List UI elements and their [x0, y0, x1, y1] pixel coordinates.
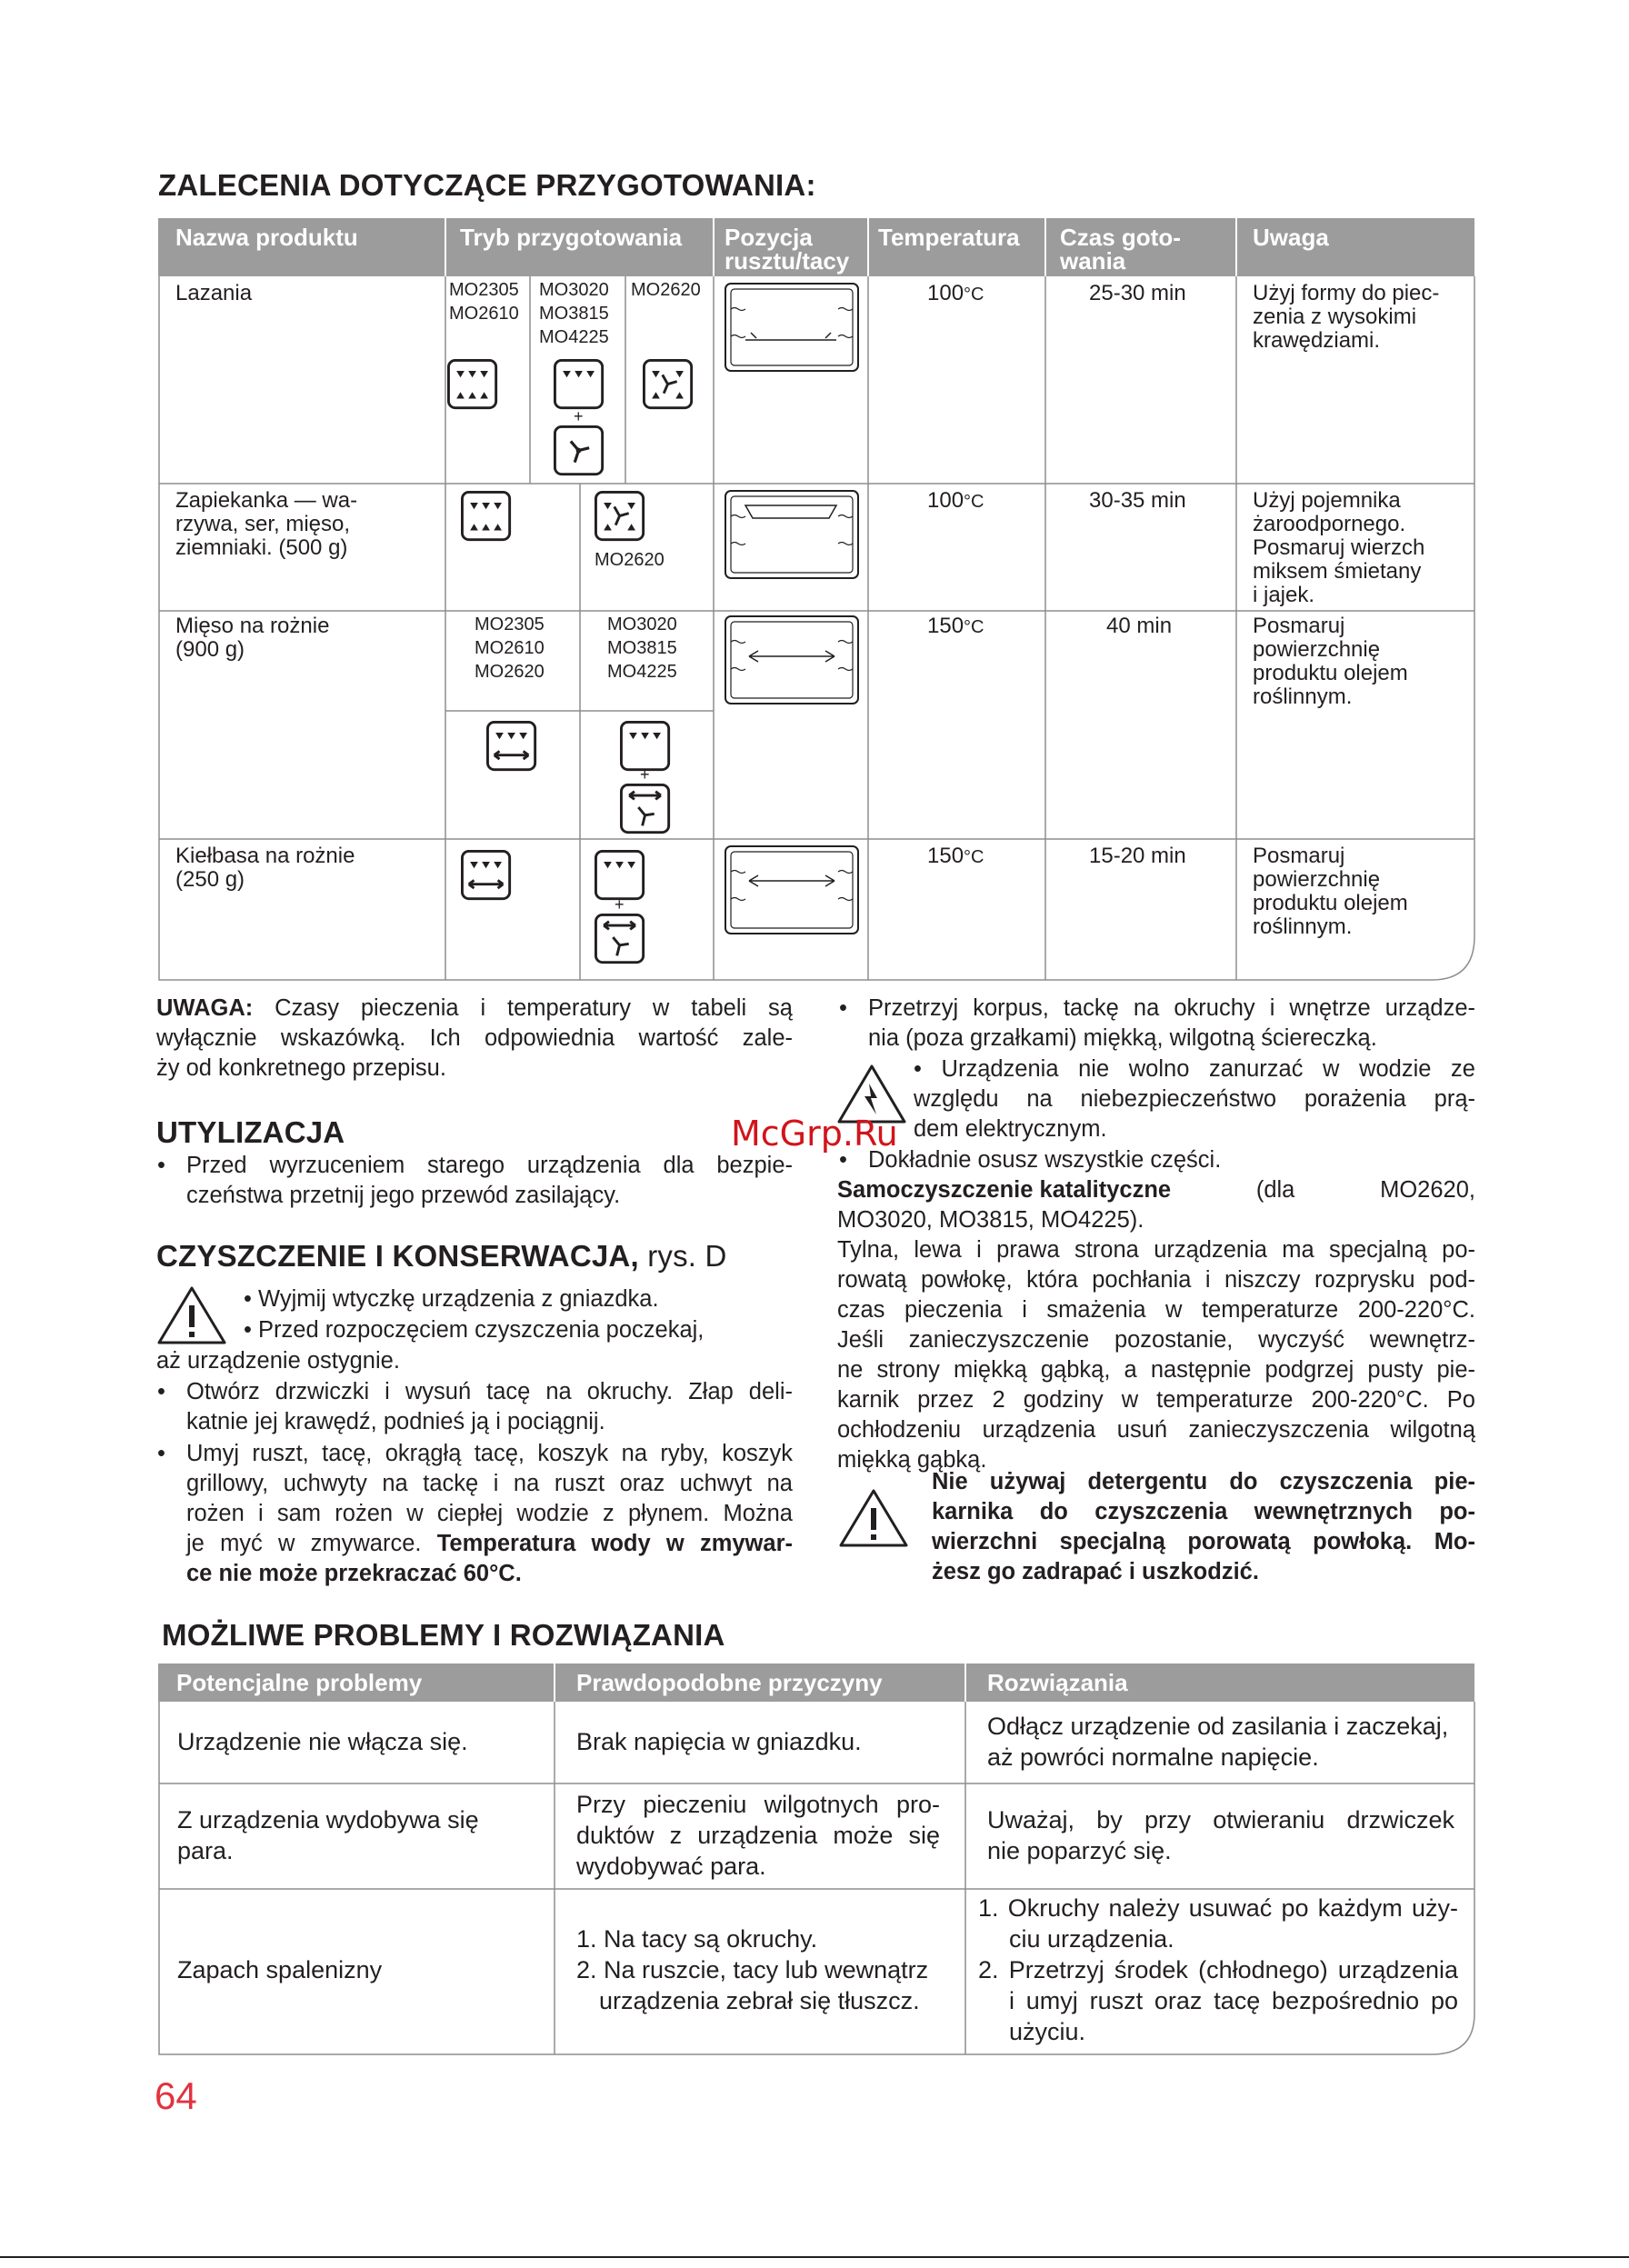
- cause-line: 1. Na tacy są okruchy.: [576, 1925, 818, 1953]
- row4-note: [1253, 844, 1408, 939]
- row3-note: [1253, 614, 1408, 709]
- row2-model: MO2620: [595, 550, 665, 570]
- row3-temp: [927, 614, 984, 639]
- top-bottom-fan-icon: [643, 359, 697, 414]
- top-bottom-fan-icon: [595, 491, 649, 545]
- row1-model: MO2610: [449, 304, 519, 324]
- cleaning-line: nia (poza grzałkami) miękką, wilgotną ściereczką.: [868, 1025, 1377, 1051]
- cleaning-line: Otwórz drzwiczki i wysuń tacę na okruchy. Złap deli-: [186, 1379, 793, 1404]
- row1-note-line: krawędziami.: [1253, 328, 1381, 353]
- cleaning-line: grillowy, uchwyty na tackę i na ruszt oraz uchwyt na: [186, 1471, 793, 1496]
- row2-note-line: żaroodpornego.: [1253, 512, 1406, 536]
- self-cleaning-line: czas pieczenia i smażenia w temperaturze 200-220°C.: [837, 1297, 1475, 1323]
- prep-header-temperature: Temperatura: [878, 224, 1020, 251]
- shock-line: • Urządzenia nie wolno zanurzać w wodzie ze: [914, 1056, 1475, 1082]
- row1-model: MO2305: [449, 280, 519, 300]
- row1-temp: [927, 282, 984, 306]
- problems-header-solution: Rozwiązania: [987, 1669, 1128, 1696]
- self-cleaning-models: MO3020, MO3815, MO4225).: [837, 1207, 1144, 1233]
- problem-line: para.: [177, 1837, 234, 1864]
- self-cleaning-model: MO2620,: [1380, 1177, 1475, 1203]
- row4-product-line: Kiełbasa na rożnie: [175, 844, 355, 868]
- cause-2: [576, 1789, 940, 1882]
- row2-note-line: Użyj pojemnika: [1253, 488, 1401, 513]
- prep-header-position-line2: rusztu/tacy: [725, 247, 850, 275]
- bullet-dot: •: [839, 995, 847, 1021]
- self-cleaning-line: miękką gąbką.: [837, 1447, 987, 1473]
- detergent-warning-line: karnika do czyszczenia wewnętrznych po-: [932, 1499, 1475, 1524]
- row1-product: [175, 282, 252, 305]
- cause-line: 2. Na ruszcie, tacy lub wewnątrz: [576, 1956, 929, 1983]
- problems-title: MOŻLIWE PROBLEMY I ROZWIĄZANIA: [162, 1618, 725, 1652]
- cause-line: Przy pieczeniu wilgotnych pro-: [576, 1791, 940, 1818]
- problem-2: [177, 1804, 479, 1866]
- bullet-dot: •: [839, 1147, 847, 1173]
- cleaning-warn1: • Wyjmij wtyczkę urządzenia z gniazdka.: [244, 1286, 659, 1312]
- row1-product-line: Lazania: [175, 281, 253, 305]
- row2-temp-value: 100: [927, 488, 964, 513]
- note-paragraph: [156, 994, 793, 1084]
- solution-3: [978, 1893, 1458, 2047]
- row4-note-line: Posmaruj: [1253, 844, 1345, 868]
- cleaning-warn3: aż urządzenie ostygnie.: [156, 1348, 400, 1374]
- problem-1: Urządzenie nie włącza się.: [177, 1728, 468, 1755]
- row3-temp-value: 150: [927, 614, 964, 638]
- cleaning-bold: Temperatura wody w zmywar-: [436, 1531, 793, 1556]
- solution-line: użyciu.: [1009, 2018, 1086, 2045]
- prep-header-time-line2: wania: [1060, 247, 1126, 275]
- row1-models-c: [631, 278, 701, 302]
- fan-rotisserie-icon: [620, 784, 675, 838]
- shelf-position-icon: [724, 489, 862, 580]
- row2-time: 30-35 min: [1089, 488, 1186, 513]
- row1-models-b: [539, 278, 609, 349]
- row2-product-line: rzywa, ser, mięso,: [175, 512, 351, 536]
- cleaning-line: je myć w zmywarce.: [186, 1531, 437, 1556]
- solution-line: nie poparzyć się.: [987, 1837, 1172, 1864]
- prep-title: ZALECENIA DOTYCZĄCE PRZYGOTOWANIA:: [158, 168, 816, 202]
- self-cleaning-line: rowatą powłokę, która pochłania i niszczy rozprysku pod-: [837, 1267, 1475, 1293]
- top-heat-icon: [554, 359, 608, 414]
- row1-time: 25-30 min: [1089, 281, 1186, 305]
- row4-temp-value: 150: [927, 844, 964, 868]
- prep-header-product: Nazwa produktu: [175, 224, 358, 251]
- shock-line: dem elektrycznym.: [914, 1116, 1107, 1142]
- warning-icon: [838, 1488, 909, 1548]
- cleaning-title-suffix: rys. D: [638, 1239, 727, 1273]
- row3-product-line: (900 g): [175, 637, 245, 662]
- shock-line: względu na niebezpieczeństwo porażenia prą-: [914, 1086, 1475, 1112]
- solution-2: [987, 1804, 1454, 1866]
- row1-model: MO3020: [539, 280, 609, 300]
- row2-product: [175, 489, 357, 560]
- row1-model: MO3815: [539, 304, 609, 324]
- watermark: McGrp.Ru: [731, 1114, 898, 1154]
- detergent-warning: [932, 1467, 1475, 1587]
- top-bottom-heat-icon: [461, 491, 515, 545]
- row1-model: MO2620: [631, 280, 701, 300]
- cleaning-bold: ce nie może przekraczać 60°C.: [186, 1561, 522, 1586]
- row3-model: MO2620: [475, 662, 545, 682]
- cleaning-line: Przetrzyj korpus, tackę na okruchy i wnętrze urządze-: [868, 995, 1475, 1021]
- row3-time: 40 min: [1106, 614, 1173, 638]
- prep-header-time: [1060, 222, 1233, 276]
- rotisserie-position-icon: [724, 614, 862, 705]
- solution-line: i umyj ruszt oraz tacę bezpośrednio po: [1009, 1987, 1458, 2014]
- row3-model: MO3020: [607, 614, 677, 634]
- row2-note-line: miksem śmietany: [1253, 559, 1422, 584]
- disposal-line: czeństwa przetnij jego przewód zasilający.: [186, 1183, 621, 1208]
- cause-line: wydobywać para.: [576, 1853, 766, 1880]
- cleaning-title-text: CZYSZCZENIE I KONSERWACJA,: [156, 1239, 639, 1273]
- problems-header-cause: Prawdopodobne przyczyny: [576, 1669, 883, 1696]
- rotisserie-position-icon: [724, 844, 862, 935]
- row1-model: MO4225: [539, 327, 609, 347]
- solution-line: Odłącz urządzenie od zasilania i zaczekaj,: [987, 1713, 1449, 1740]
- row4-temp: [927, 844, 984, 869]
- row1-note-line: zenia z wysokimi: [1253, 305, 1417, 329]
- row3-models-b: [607, 613, 677, 684]
- row2-note-line: Posmaruj wierzch: [1253, 535, 1425, 560]
- row1-note-line: Użyj formy do piec-: [1253, 281, 1440, 305]
- cleaning-line: Dokładnie osusz wszystkie części.: [868, 1147, 1222, 1173]
- bullet-dot: •: [157, 1153, 165, 1178]
- self-cleaning-heading: [837, 1175, 1475, 1235]
- row3-product: [175, 614, 329, 662]
- row4-note-line: produktu olejem: [1253, 891, 1408, 915]
- cleaning-bullet-2: [157, 1439, 793, 1589]
- solution-line: Uważaj, by przy otwieraniu drzwiczek: [987, 1806, 1454, 1833]
- disposal-bullet: [157, 1151, 793, 1211]
- row3-model: MO4225: [607, 662, 677, 682]
- self-cleaning-text: [837, 1235, 1475, 1475]
- detergent-warning-line: Nie używaj detergentu do czyszczenia pie-: [932, 1469, 1475, 1494]
- cleaning-bullet-3: [839, 994, 1475, 1054]
- plus-sign: +: [640, 765, 650, 784]
- row2-note: [1253, 489, 1424, 607]
- self-cleaning-line: Jeśli zanieczyszczenie pozostanie, wyczyść wewnętrz-: [837, 1327, 1475, 1353]
- solution-line: 1. Okruchy należy usuwać po każdym uży-: [978, 1894, 1458, 1922]
- row1-note: [1253, 282, 1439, 353]
- row4-note-line: powierzchnię: [1253, 867, 1381, 892]
- detergent-warning-line: żesz go zadrapać i uszkodzić.: [932, 1559, 1259, 1584]
- deg-unit: °C: [964, 285, 984, 305]
- solution-line: ciu urządzenia.: [1009, 1925, 1174, 1953]
- disposal-line: Przed wyrzuceniem starego urządzenia dla bezpie-: [186, 1153, 793, 1178]
- self-cleaning-line: ne strony miękką gąbką, a następnie podgrzej pusty pie-: [837, 1357, 1475, 1383]
- note-line: Czasy pieczenia i temperatury w tabeli są: [253, 995, 793, 1021]
- self-cleaning-title: Samoczyszczenie katalityczne: [837, 1177, 1172, 1203]
- top-bottom-heat-icon: [447, 359, 502, 414]
- row1-temp-value: 100: [927, 281, 964, 305]
- note-label: UWAGA:: [156, 995, 254, 1021]
- page-number: 64: [155, 2074, 197, 2117]
- cause-line: duktów z urządzenia może się: [576, 1822, 940, 1849]
- self-cleaning-line: karnik przez 2 godziny w temperaturze 200-220°C. Po: [837, 1387, 1475, 1413]
- fan-icon: [554, 425, 608, 480]
- row3-note-line: produktu olejem: [1253, 661, 1408, 685]
- row3-models-a: [475, 613, 545, 684]
- self-cleaning-dla: (dla: [1255, 1177, 1295, 1203]
- prep-header-note: Uwaga: [1253, 224, 1329, 251]
- self-cleaning-line: Tylna, lewa i prawa strona urządzenia ma specjalną po-: [837, 1237, 1475, 1263]
- row3-model: MO3815: [607, 638, 677, 658]
- row3-note-line: Posmaruj: [1253, 614, 1345, 638]
- cause-1: Brak napięcia w gniazdku.: [576, 1728, 862, 1755]
- bottom-rule: [0, 2256, 1629, 2258]
- cause-3: [576, 1923, 940, 2016]
- row4-note-line: roślinnym.: [1253, 914, 1353, 939]
- prep-header-time-line1: Czas goto-: [1060, 224, 1181, 251]
- prep-header-mode: Tryb przygotowania: [460, 224, 683, 251]
- deg-unit: °C: [964, 492, 984, 512]
- row4-product: [175, 844, 355, 892]
- prep-header-position: [725, 222, 865, 276]
- cleaning-title: [156, 1239, 727, 1274]
- cleaning-warn2: • Przed rozpoczęciem czyszczenia poczekaj,: [244, 1317, 705, 1343]
- rotisserie-top-heat-icon: [461, 850, 515, 904]
- cause-line: urządzenia zebrał się tłuszcz.: [599, 1987, 920, 2014]
- row3-note-line: roślinnym.: [1253, 684, 1353, 709]
- bullet-dot: •: [157, 1379, 165, 1404]
- solution-1: [987, 1711, 1458, 1773]
- deg-unit: °C: [964, 847, 984, 867]
- deg-unit: °C: [964, 617, 984, 637]
- row4-time: 15-20 min: [1089, 844, 1186, 868]
- problem-line: Z urządzenia wydobywa się: [177, 1806, 479, 1833]
- row2-temp: [927, 489, 984, 514]
- disposal-title: UTYLIZACJA: [156, 1115, 345, 1149]
- self-cleaning-line: ochłodzeniu urządzenia usuń zanieczyszczenia wilgotną: [837, 1417, 1475, 1443]
- row3-model: MO2610: [475, 638, 545, 658]
- cleaning-line: rożen i sam rożen w ciepłej wodzie z płynem. Można: [186, 1501, 793, 1526]
- cleaning-line: katnie jej krawędź, podnieś ją i pociągnij.: [186, 1409, 605, 1434]
- row3-model: MO2305: [475, 614, 545, 634]
- solution-line: 2. Przetrzyj środek (chłodnego) urządzenia: [978, 1956, 1458, 1983]
- cleaning-line: Umyj ruszt, tacę, okrągłą tacę, koszyk na ryby, koszyk: [186, 1441, 793, 1466]
- solution-line: aż powróci normalne napięcie.: [987, 1743, 1319, 1771]
- row4-product-line: (250 g): [175, 867, 245, 892]
- prep-header-position-line1: Pozycja: [725, 224, 813, 251]
- shock-warning: [914, 1054, 1475, 1144]
- plus-sign: +: [615, 895, 625, 914]
- fan-rotisserie-icon: [595, 914, 649, 968]
- row1-models-a: [449, 278, 519, 325]
- row2-note-line: i jajek.: [1253, 583, 1315, 607]
- detergent-warning-line: wierzchni specjalną porowatą powłoką. Mo-: [932, 1529, 1475, 1554]
- rotisserie-top-heat-icon: [486, 721, 541, 775]
- row2-product-line: ziemniaki. (500 g): [175, 535, 348, 560]
- note-line: ży od konkretnego przepisu.: [156, 1055, 446, 1081]
- problem-3: Zapach spalenizny: [177, 1956, 383, 1983]
- shelf-position-icon: [724, 282, 862, 373]
- bullet-dot: •: [157, 1441, 165, 1466]
- warning-icon: [156, 1285, 227, 1345]
- row3-product-line: Mięso na rożnie: [175, 614, 330, 638]
- plus-sign: +: [574, 407, 584, 425]
- cleaning-bullet-1: [157, 1377, 793, 1437]
- row2-product-line: Zapiekanka — wa-: [175, 488, 358, 513]
- note-line: wyłącznie wskazówką. Ich odpowiednia wartość zale-: [156, 1025, 793, 1051]
- row3-note-line: powierzchnię: [1253, 637, 1381, 662]
- problems-header-problem: Potencjalne problemy: [176, 1669, 423, 1696]
- cleaning-bullet-4: [839, 1145, 1475, 1175]
